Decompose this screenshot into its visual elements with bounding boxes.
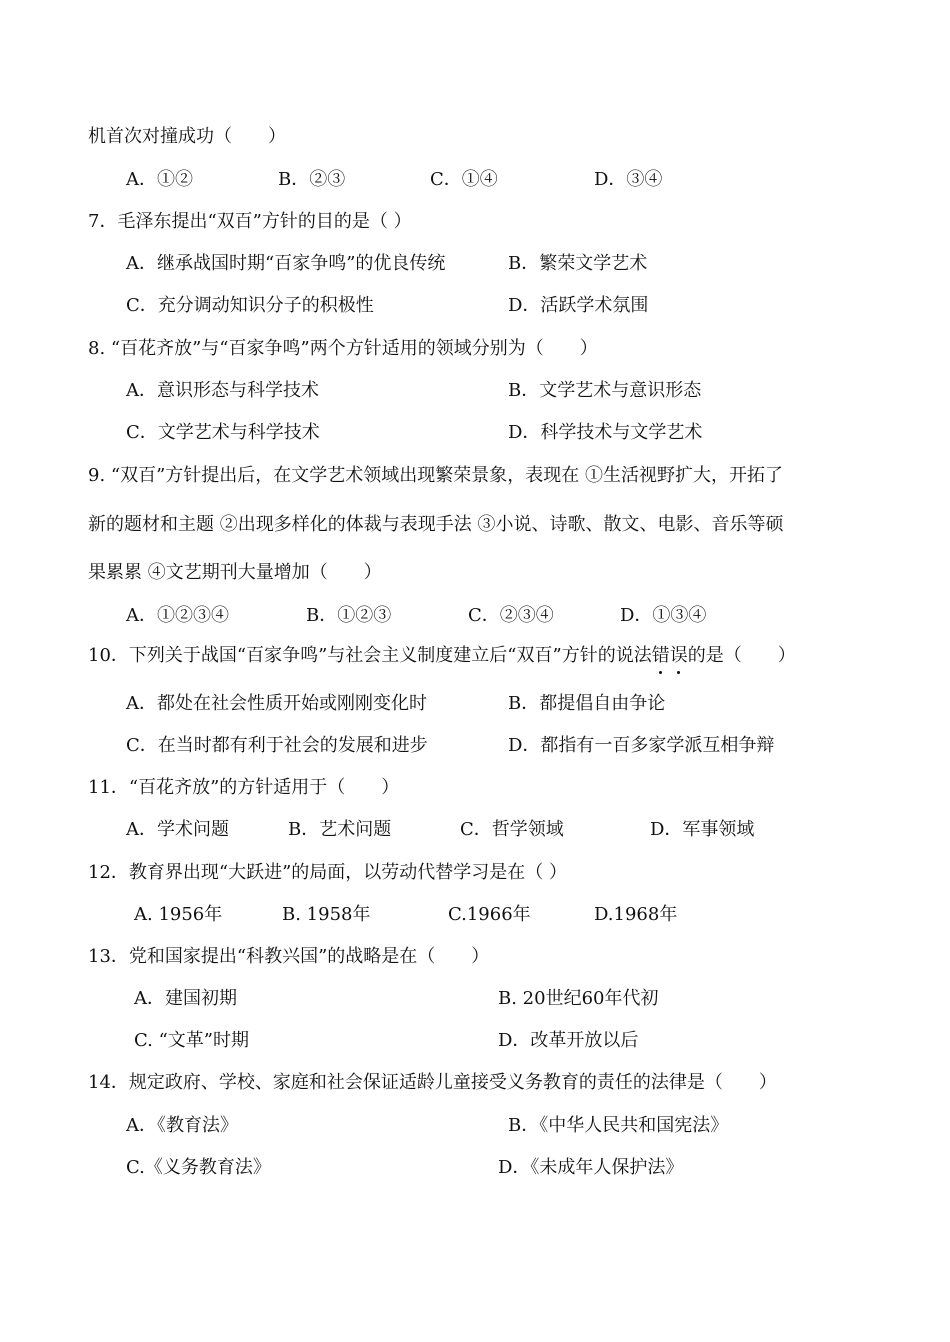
- q12-option-b: B. 1958年: [282, 904, 371, 925]
- q7-stem: 7．毛泽东提出“双百”方针的目的是（ ）: [88, 211, 412, 232]
- q8-stem: 8. “百花齐放”与“百家争鸣”两个方针适用的领域分别为（ ）: [88, 338, 598, 359]
- q7-option-d: D．活跃学术氛围: [508, 295, 649, 316]
- q7-option-c: C．充分调动知识分子的积极性: [126, 295, 374, 316]
- q6-stem-tail: 机首次对撞成功（ ）: [88, 126, 286, 147]
- q12-stem: 12．教育界出现“大跃进”的局面，以劳动代替学习是在（ ）: [88, 862, 568, 883]
- q9-stem-line-1: 9. “双百”方针提出后，在文学艺术领域出现繁荣景象，表现在 ①生活视野扩大，开拓了: [88, 465, 784, 486]
- q10-option-c: C．在当时都有利于社会的发展和进步: [126, 735, 428, 756]
- q8-option-d: D．科学技术与文学艺术: [508, 422, 703, 443]
- q6-option-c: C．①④: [430, 169, 498, 190]
- q10-option-d: D．都指有一百多家学派互相争辩: [508, 735, 775, 756]
- q13-stem: 13．党和国家提出“科教兴国”的战略是在（ ）: [88, 946, 490, 967]
- q9-option-c: C．②③④: [468, 605, 554, 626]
- q13-option-d: D．改革开放以后: [498, 1030, 639, 1051]
- q11-stem: 11．“百花齐放”的方针适用于（ ）: [88, 777, 400, 798]
- q9-option-a: A．①②③④: [126, 605, 229, 626]
- q11-option-a: A．学术问题: [126, 819, 229, 840]
- q10-option-a: A．都处在社会性质开始或刚刚变化时: [126, 693, 427, 714]
- q8-option-c: C．文学艺术与科学技术: [126, 422, 320, 443]
- q10-emphasis-char-1: 错: [651, 645, 670, 666]
- q12-option-d: D.1968年: [594, 904, 678, 925]
- q10-stem: [88, 644, 796, 668]
- q12-option-a: A. 1956年: [134, 904, 223, 925]
- q6-option-d: D．③④: [594, 169, 663, 190]
- q7-option-b: B．繁荣文学艺术: [508, 253, 648, 274]
- q10-stem-after: 的是（ ）: [687, 645, 796, 666]
- q11-option-b: B．艺术问题: [288, 819, 392, 840]
- q11-option-d: D．军事领域: [650, 819, 755, 840]
- q14-option-d: D．《未成年人保护法》: [498, 1157, 684, 1178]
- q12-option-c: C.1966年: [448, 904, 531, 925]
- q13-option-b: B. 20世纪60年代初: [498, 988, 659, 1009]
- q14-option-c: C.《义务教育法》: [126, 1157, 271, 1178]
- q10-emphasis-char-2: 误: [669, 645, 688, 666]
- q9-option-b: B．①②③: [306, 605, 392, 626]
- q14-option-b: B．《中华人民共和国宪法》: [508, 1115, 729, 1136]
- q14-stem: 14．规定政府、学校、家庭和社会保证适龄儿童接受义务教育的责任的法律是（ ）: [88, 1072, 777, 1093]
- q9-option-d: D．①③④: [620, 605, 707, 626]
- q10-stem-before: 10．下列关于战国“百家争鸣”与社会主义制度建立后“双百”方针的说法: [88, 645, 652, 666]
- q7-option-a: A．继承战国时期“百家争鸣”的优良传统: [126, 253, 446, 274]
- q8-option-a: A．意识形态与科学技术: [126, 380, 319, 401]
- q10-option-b: B．都提倡自由争论: [508, 693, 666, 714]
- q8-option-b: B．文学艺术与意识形态: [508, 380, 702, 401]
- q6-option-a: A．①②: [126, 169, 193, 190]
- q13-option-a: A．建国初期: [134, 988, 237, 1009]
- q11-option-c: C．哲学领域: [460, 819, 564, 840]
- q9-stem-line-2: 新的题材和主题 ②出现多样化的体裁与表现手法 ③小说、诗歌、散文、电影、音乐等硕: [88, 514, 784, 535]
- q9-stem-line-3: 果累累 ④文艺期刊大量增加（ ）: [88, 562, 382, 583]
- q14-option-a: A．《教育法》: [126, 1115, 238, 1136]
- q6-option-b: B．②③: [278, 169, 346, 190]
- q13-option-c: C. “文革”时期: [134, 1030, 249, 1051]
